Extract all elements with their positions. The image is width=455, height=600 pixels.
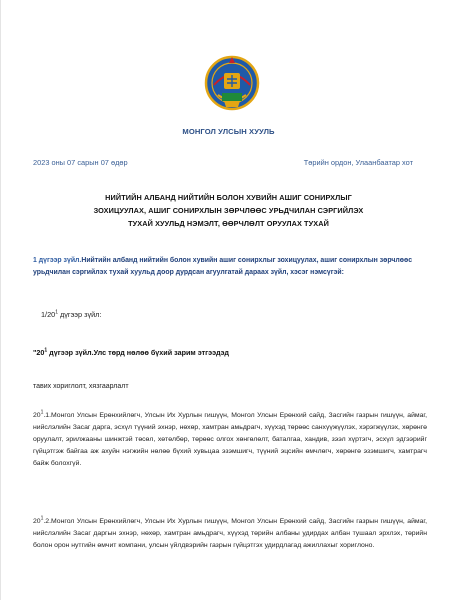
state-emblem-icon — [204, 55, 260, 115]
paragraph-20-1-1 — [33, 410, 427, 470]
organization-name: МОНГОЛ УЛСЫН ХУУЛЬ — [182, 127, 275, 136]
sub-article-number: 1/20 — [41, 310, 56, 319]
sub-article-suffix: дүгээр зүйл: — [57, 310, 102, 319]
article-1-heading: 1 дүгээр зүйл. — [33, 257, 82, 264]
article-20-1-heading — [33, 348, 229, 357]
sub-article-superscript: 1 — [55, 309, 58, 316]
para2-number: 20 — [33, 518, 41, 525]
article-20-1-number: "20 — [33, 348, 45, 357]
article-1-text: Нийтийн албанд нийтийн болон хувийн ашиг сонирхлыг зохицуулах, ашиг сонирхлын зөрчлөөс урьдчилан сэргийлэх тухай хуульд доор дурдсан агуулгатай дараах зүйл, хэсэг нэмсүгэй: — [33, 257, 413, 276]
title-line-3: ТУХАЙ ХУУЛЬД НЭМЭЛТ, ӨӨРЧЛӨЛТ ОРУУЛАХ ТУХАЙ — [128, 219, 329, 228]
document-title — [1, 191, 455, 230]
para1-number: 20 — [33, 412, 41, 419]
para2-text: .2.Монгол Улсын Ерөнхийлөгч, Улсын Их Хурлын гишүүн, Монгол Улсын Ерөнхий сайд, Засгийн газрын гишүүн, аймаг, нийслэлийн Засаг даргын эхнэр, нөхөр, хамтран амьдрагч, хүүхэд төрийн албаны удирдах албан тушаал эрхлэх, төрийн болон орон нутгийн өмчит компани, улсын үйлдвэрийн газрын гүйцэтгэх удирдлагад ажиллахыг хориглоно. — [33, 518, 427, 549]
paragraph-20-1-2 — [33, 516, 427, 552]
article-20-1-superscript: 1 — [44, 347, 48, 354]
article-20-1-title: дүгээр зүйл.Улс төрд нөлөө бүхий зарим этгээдэд — [47, 348, 229, 357]
article-title-continuation: тавих хориглолт, хязгаарлалт — [33, 383, 129, 390]
document-date: 2023 оны 07 сарын 07 өдөр — [33, 158, 128, 167]
para1-text: .1.Монгол Улсын Ерөнхийлөгч, Улсын Их Хурлын гишүүн, Монгол Улсын Ерөнхий сайд, Засгийн газрын гишүүн, аймаг, нийслэлийн Засаг дарга, эсхүл түүний эхнэр, нөхөр, хамтран амьдрагч, хүүхэд төрөөс санхүүжүүлэх, хэрэгжүүлэх, хөрөнгө оруулалт, эрилжааны шинжтэй төсөл, хөтөлбөр, төрөөс олгох хөнгөлөлт, баталгаа, хандив, зээл хүртэгч, эсхүл эдгээрийг гүйцэтгэж байгаа аж ахуйн нэгжийн нөлөө бүхий хувьцаа эзэмшигч, түүний эцсийн өмчлөгч, хөрөнгө эзэмшигч, хамтрагч байж болохгүй. — [33, 412, 427, 467]
title-line-2: ЗОХИЦУУЛАХ, АШИГ СОНИРХЛЫН ЗӨРЧЛӨӨС УРЬДЧИЛАН СЭРГИЙЛЭХ — [93, 206, 364, 215]
para2-superscript: 1 — [40, 515, 44, 522]
article-1 — [33, 255, 425, 279]
para1-superscript: 1 — [40, 409, 44, 416]
title-line-1: НИЙТИЙН АЛБАНД НИЙТИЙН БОЛОН ХУВИЙН АШИГ СОНИРХЛЫГ — [105, 193, 352, 202]
document-place: Төрийн ордон, Улаанбаатар хот — [303, 158, 413, 167]
sub-article-label — [41, 310, 101, 319]
